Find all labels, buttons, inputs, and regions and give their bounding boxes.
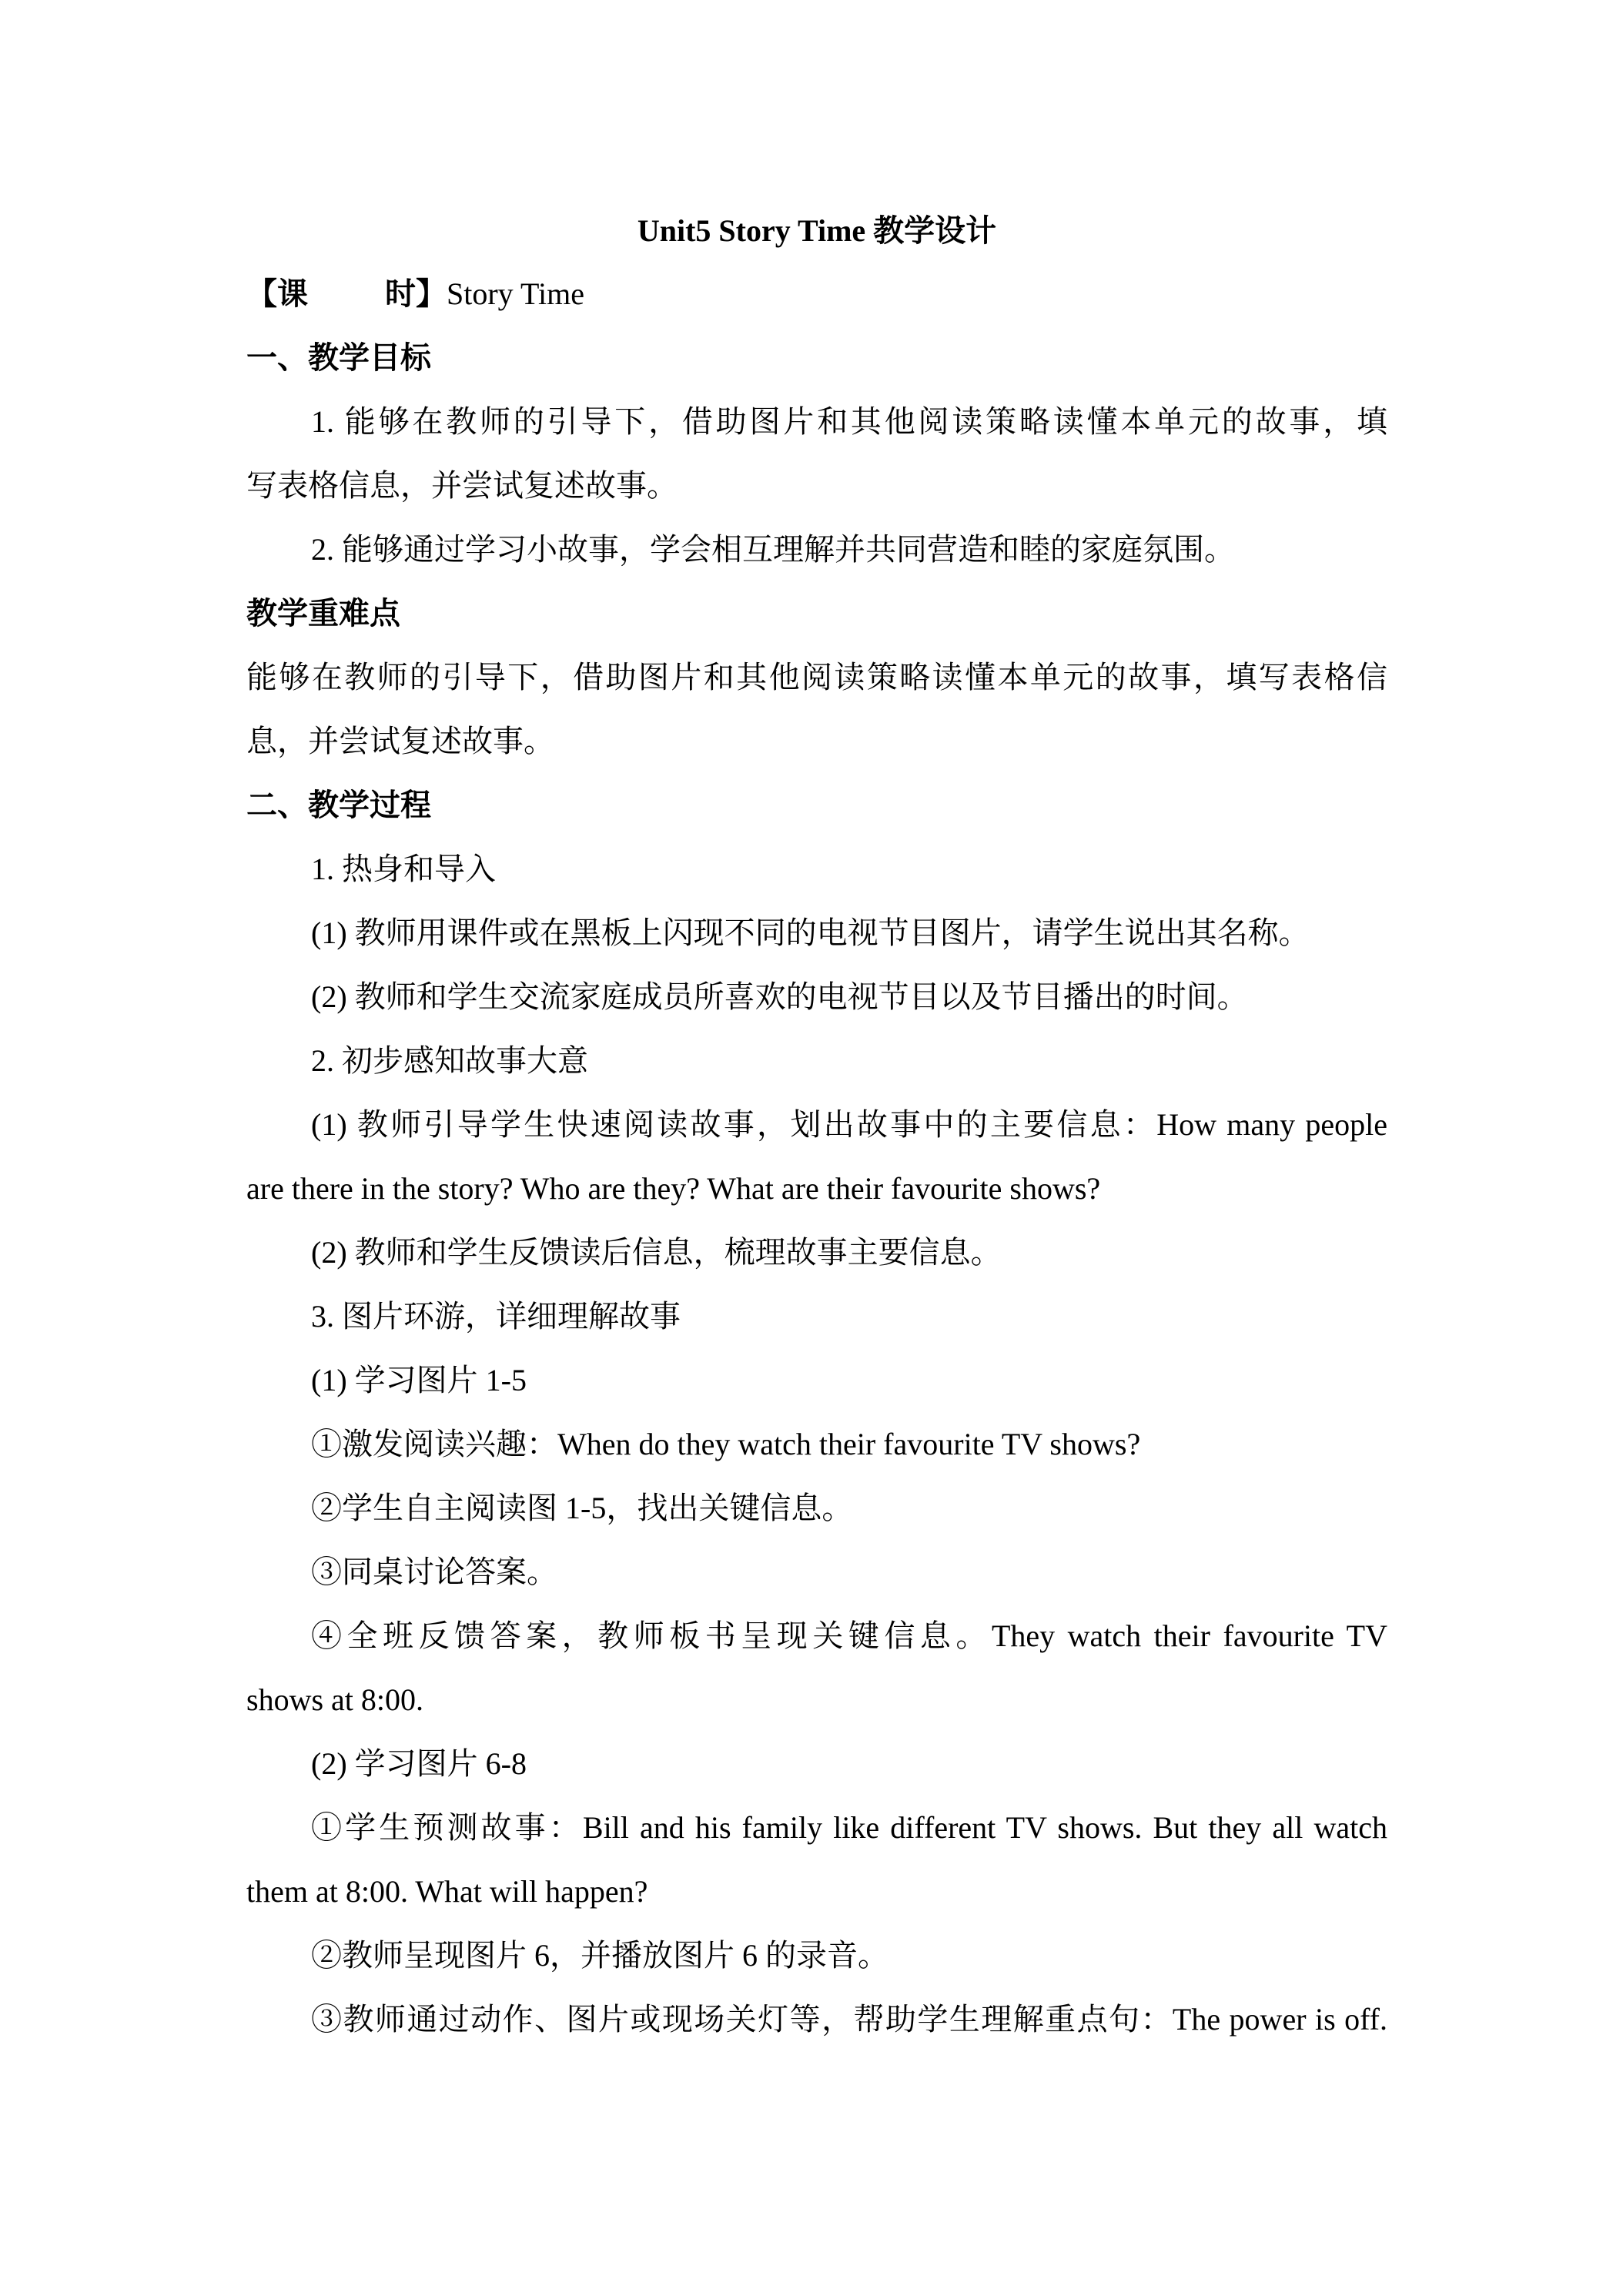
step-1-item-1: (1) 教师用课件或在黑板上闪现不同的电视节目图片，请学生说出其名称。 <box>311 915 1310 950</box>
goal-2: 2. 能够通过学习小故事，学会相互理解并共同营造和睦的家庭氛围。 <box>311 532 1235 567</box>
step-2-title: 2. 初步感知故事大意 <box>311 1043 588 1078</box>
step-3-part-2-sub-2: ②教师呈现图片 6，并播放图片 6 的录音。 <box>311 1938 888 1973</box>
lesson-period-line <box>246 276 584 313</box>
step-2-item-2: (2) 教师和学生反馈读后信息，梳理故事主要信息。 <box>311 1235 1002 1270</box>
step-3-part-1-sub-2: ②学生自主阅读图 1-5，找出关键信息。 <box>311 1491 853 1525</box>
step-2-item-1-line-1: (1) 教师引导学生快速阅读故事，划出故事中的主要信息：How many people <box>311 1107 1387 1142</box>
section-heading-process: 二、教学过程 <box>246 788 431 822</box>
step-3-part-2-sub-1-line-2: them at 8:00. What will happen? <box>246 1874 648 1909</box>
step-3-part-2-sub-1-line-1: ①学生预测故事：Bill and his family like different TV shows. But they all watch <box>311 1810 1387 1845</box>
step-1-item-2: (2) 教师和学生交流家庭成员所喜欢的电视节目以及节目播出的时间。 <box>311 979 1248 1014</box>
section-heading-goals: 一、教学目标 <box>246 340 431 375</box>
document-title: Unit5 Story Time 教学设计 <box>637 213 997 248</box>
step-3-part-1-sub-4-line-1: ④全班反馈答案，教师板书呈现关键信息。They watch their favourite TV <box>311 1618 1387 1653</box>
goal-1-line-2: 写表格信息，并尝试复述故事。 <box>246 468 678 503</box>
step-3-part-1-sub-3: ③同桌讨论答案。 <box>311 1555 557 1589</box>
goal-1-line-1: 1. 能够在教师的引导下，借助图片和其他阅读策略读懂本单元的故事，填 <box>311 404 1387 439</box>
key-points-line-1: 能够在教师的引导下，借助图片和其他阅读策略读懂本单元的故事，填写表格信 <box>246 660 1387 694</box>
step-3-part-2-title: (2) 学习图片 6-8 <box>311 1746 527 1781</box>
step-3-part-1-title: (1) 学习图片 1-5 <box>311 1363 527 1397</box>
lesson-value: Story Time <box>447 276 584 311</box>
step-3-part-1-sub-1: ①激发阅读兴趣：When do they watch their favourite TV shows? <box>311 1427 1141 1461</box>
lesson-label-open: 【课 <box>246 276 308 311</box>
step-3-part-2-sub-3: ③教师通过动作、图片或现场关灯等，帮助学生理解重点句：The power is off. <box>311 2002 1387 2037</box>
step-3-part-1-sub-4-line-2: shows at 8:00. <box>246 1682 423 1717</box>
lesson-label-close: 时】 <box>385 276 447 311</box>
key-points-line-2: 息，并尝试复述故事。 <box>246 724 554 758</box>
step-1-title: 1. 热身和导入 <box>311 852 496 886</box>
key-points-heading: 教学重难点 <box>246 596 400 631</box>
step-3-title: 3. 图片环游，详细理解故事 <box>311 1299 681 1334</box>
step-2-item-1-line-2: are there in the story? Who are they? What are their favourite shows? <box>246 1171 1101 1206</box>
